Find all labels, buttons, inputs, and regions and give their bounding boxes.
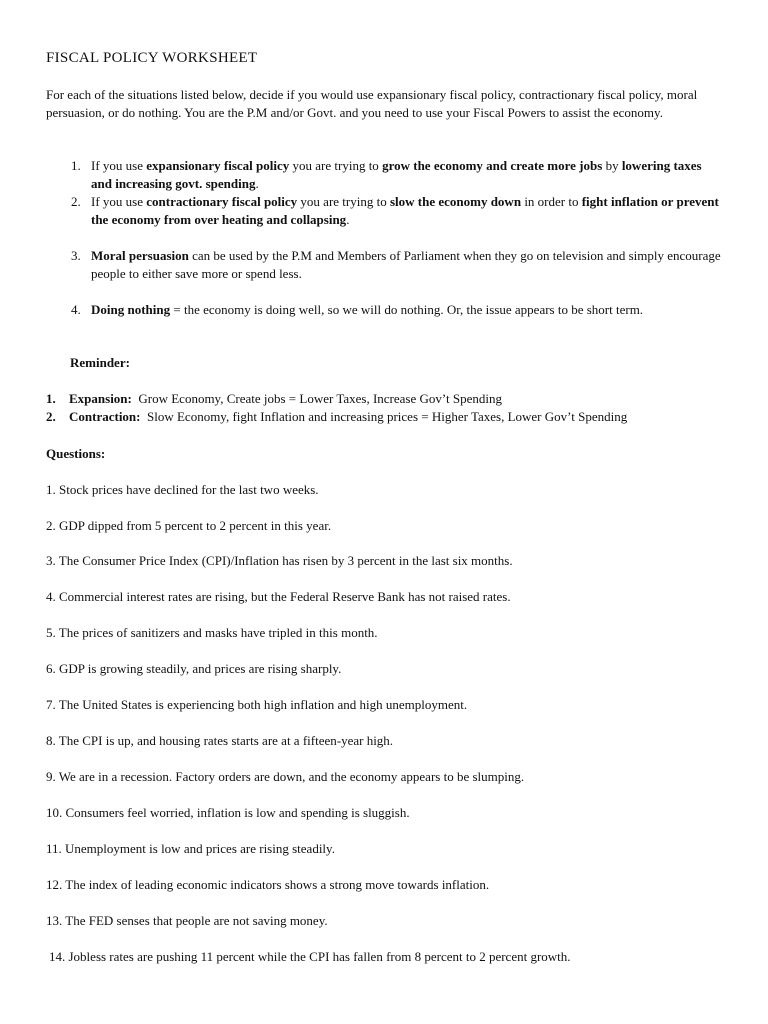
rule-text-part: in order to [521, 194, 582, 209]
question-item: 12. The index of leading economic indicators shows a strong move towards inflation. [46, 877, 490, 892]
reminder-label: Contraction: [69, 409, 141, 424]
question-item: 2. GDP dipped from 5 percent to 2 percent in this year. [46, 518, 332, 533]
page-title: FISCAL POLICY WORKSHEET [46, 50, 258, 66]
rule-bold-part: Moral persuasion [91, 248, 189, 263]
rule-text-part: . [346, 212, 350, 227]
reminder-text [69, 408, 627, 426]
question-item: 8. The CPI is up, and housing rates starts are at a fifteen-year high. [46, 733, 394, 748]
rule-bold-part: fight inflation or prevent the economy from over heating and collapsing [91, 194, 719, 227]
rule-bold-part: grow the economy and create more jobs [382, 158, 603, 173]
rule-text-part: = the economy is doing well, so we will do nothing. Or, the issue appears to be short term. [170, 302, 644, 317]
rule-number: 1. [71, 158, 81, 173]
rule-text [91, 301, 721, 319]
questions-heading: Questions: [46, 446, 106, 461]
reminder-body: Grow Economy, Create jobs = Lower Taxes, Increase Gov’t Spending [131, 391, 502, 406]
question-item: 11. Unemployment is low and prices are rising steadily. [46, 841, 335, 856]
question-item: 10. Consumers feel worried, inflation is low and spending is sluggish. [46, 805, 410, 820]
rule-bold-part: expansionary fiscal policy [146, 158, 290, 173]
rule-text-part: you are trying to [289, 158, 383, 173]
reminder-body: Slow Economy, fight Inflation and increasing prices = Higher Taxes, Lower Gov’t Spending [140, 409, 628, 424]
question-item: 3. The Consumer Price Index (CPI)/Inflation has risen by 3 percent in the last six months. [46, 553, 513, 568]
rule-number: 4. [71, 302, 81, 317]
rule-text-part: If you use [91, 158, 147, 173]
reminder-label: Expansion: [69, 391, 132, 406]
rule-text-part: you are trying to [297, 194, 390, 209]
rule-bold-part: slow the economy down [389, 194, 522, 209]
reminder-text [69, 390, 502, 408]
question-item: 6. GDP is growing steadily, and prices are rising sharply. [46, 661, 342, 676]
rule-text-part: . [255, 176, 259, 191]
intro-paragraph: For each of the situations listed below, decide if you would use expansionary fiscal policy, contractionary fiscal policy, moral persuasion, or do nothing. You are the P.M and/or Govt. and you need to use your Fiscal Powers to assist the economy. [46, 87, 698, 120]
reminder-number: 2. [46, 409, 56, 424]
question-item: 5. The prices of sanitizers and masks have tripled in this month. [46, 625, 378, 640]
rule-text-part: by [602, 158, 622, 173]
rule-text [91, 157, 721, 193]
rule-bold-part: Doing nothing [91, 302, 171, 317]
rule-text-part: can be used by the P.M and Members of Parliament when they go on television and simply encourage people to either save more or spend less. [91, 248, 721, 281]
rule-number: 3. [71, 248, 81, 263]
question-item: 7. The United States is experiencing both high inflation and high unemployment. [46, 697, 468, 712]
rule-text [91, 193, 721, 229]
reminder-number: 1. [46, 391, 56, 406]
question-item: 4. Commercial interest rates are rising, but the Federal Reserve Bank has not raised rates. [46, 589, 511, 604]
rule-text [91, 247, 721, 283]
rule-number: 2. [71, 194, 81, 209]
question-item: 9. We are in a recession. Factory orders are down, and the economy appears to be slumping. [46, 769, 525, 784]
rule-bold-part: contractionary fiscal policy [146, 194, 298, 209]
rule-bold-part: lowering taxes and increasing govt. spending [91, 158, 702, 191]
reminder-heading: Reminder: [70, 355, 130, 370]
rule-text-part: If you use [91, 194, 147, 209]
question-item: 13. The FED senses that people are not saving money. [46, 913, 328, 928]
question-item: 1. Stock prices have declined for the last two weeks. [46, 482, 319, 497]
question-item: 14. Jobless rates are pushing 11 percent while the CPI has fallen from 8 percent to 2 percent growth. [49, 949, 571, 964]
